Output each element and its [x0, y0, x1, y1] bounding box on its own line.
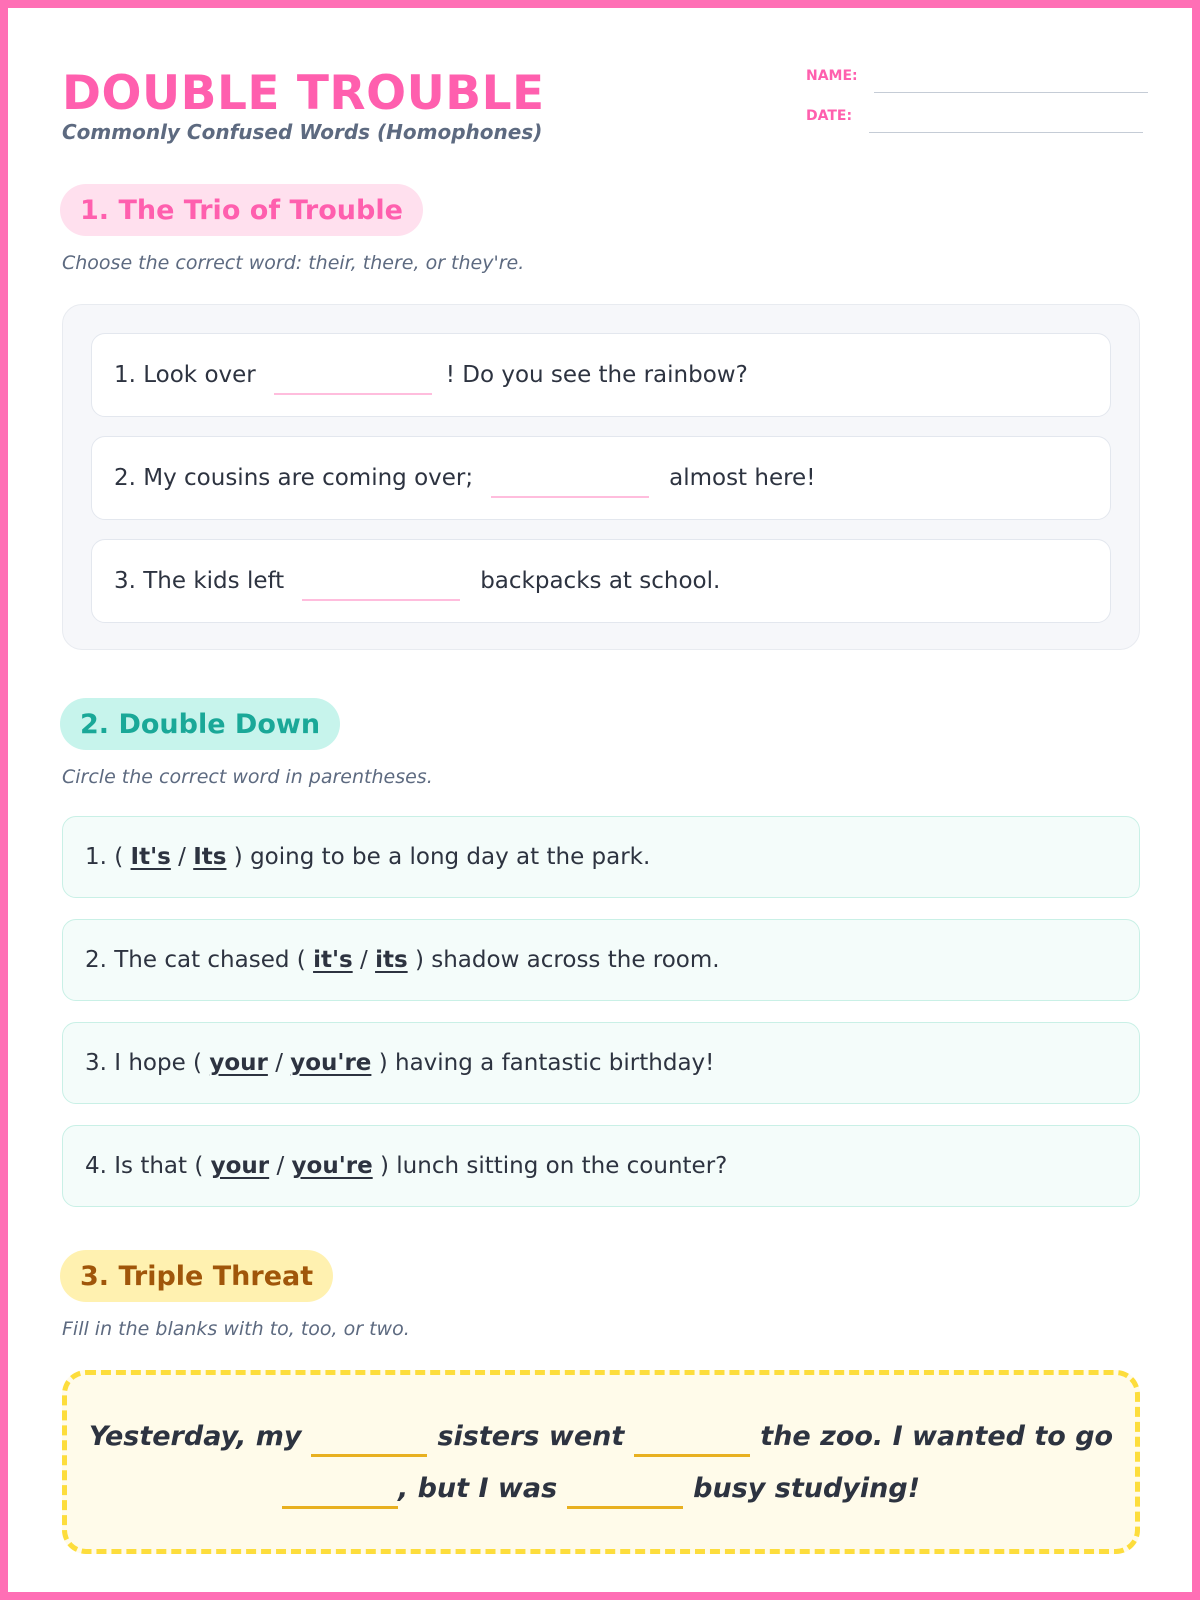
- item-text-after: backpacks at school.: [480, 568, 721, 594]
- paragraph-text: sisters went: [437, 1421, 625, 1452]
- choice-option-a[interactable]: It's: [130, 844, 171, 870]
- choice-separator: /: [360, 947, 368, 973]
- worksheet-subtitle: Commonly Confused Words (Homophones): [62, 120, 543, 144]
- section1-item: [91, 539, 1111, 623]
- section3-panel: [62, 1370, 1140, 1554]
- section1-heading: 1. The Trio of Trouble: [60, 184, 423, 236]
- item-text-before: 1. (: [85, 844, 124, 870]
- section2-heading: 2. Double Down: [60, 698, 340, 750]
- answer-blank[interactable]: [491, 470, 649, 498]
- item-text-after: ) lunch sitting on the counter?: [380, 1153, 728, 1179]
- choice-separator: /: [178, 844, 186, 870]
- date-field[interactable]: [869, 132, 1143, 133]
- section2-item: [62, 816, 1140, 898]
- choice-option-b[interactable]: its: [375, 947, 408, 973]
- name-label: NAME:: [806, 68, 858, 84]
- section1-item: [91, 333, 1111, 417]
- choice-option-b[interactable]: you're: [291, 1153, 373, 1179]
- choice-option-a[interactable]: your: [210, 1153, 270, 1179]
- section1-panel: [62, 304, 1140, 650]
- paragraph-text: , but I was: [397, 1473, 558, 1504]
- choice-option-b[interactable]: you're: [290, 1050, 372, 1076]
- item-text-after: ) going to be a long day at the park.: [233, 844, 651, 870]
- item-text-before: 3. The kids left: [114, 568, 285, 594]
- section2-item: [62, 1125, 1140, 1207]
- answer-blank[interactable]: [311, 1427, 427, 1457]
- item-text-before: 3. I hope (: [85, 1050, 203, 1076]
- item-text-after: ) shadow across the room.: [414, 947, 720, 973]
- item-text-after: ! Do you see the rainbow?: [445, 362, 748, 388]
- item-text-after: ) having a fantastic birthday!: [378, 1050, 715, 1076]
- item-text-before: 2. My cousins are coming over;: [114, 465, 474, 491]
- choice-option-a[interactable]: your: [209, 1050, 268, 1076]
- paragraph-text: the zoo. I wanted to go: [760, 1421, 1114, 1452]
- choice-separator: /: [275, 1050, 283, 1076]
- paragraph-text: Yesterday, my: [88, 1421, 302, 1452]
- section1-item: [91, 436, 1111, 520]
- paragraph-text: busy studying!: [693, 1473, 921, 1504]
- date-label: DATE:: [806, 108, 853, 124]
- answer-blank[interactable]: [634, 1427, 750, 1457]
- name-field[interactable]: [874, 92, 1148, 93]
- worksheet-title: DOUBLE TROUBLE: [62, 66, 545, 121]
- section2-item: [62, 919, 1140, 1001]
- section1-instruction: Choose the correct word: their, there, or they're.: [62, 252, 525, 274]
- item-text-after: almost here!: [669, 465, 816, 491]
- answer-blank[interactable]: [302, 573, 460, 601]
- choice-separator: /: [276, 1153, 285, 1179]
- answer-blank[interactable]: [282, 1479, 398, 1509]
- fill-in-paragraph: [67, 1411, 1135, 1515]
- choice-option-b[interactable]: Its: [193, 844, 227, 870]
- choice-option-a[interactable]: it's: [313, 947, 353, 973]
- section2-instruction: Circle the correct word in parentheses.: [62, 766, 433, 788]
- item-text-before: 1. Look over: [114, 362, 256, 388]
- section3-heading: 3. Triple Threat: [60, 1250, 333, 1302]
- answer-blank[interactable]: [567, 1479, 683, 1509]
- item-text-before: 2. The cat chased (: [85, 947, 306, 973]
- section3-instruction: Fill in the blanks with to, too, or two.: [62, 1318, 410, 1340]
- section2-item: [62, 1022, 1140, 1104]
- answer-blank[interactable]: [274, 367, 432, 395]
- item-text-before: 4. Is that (: [85, 1153, 204, 1179]
